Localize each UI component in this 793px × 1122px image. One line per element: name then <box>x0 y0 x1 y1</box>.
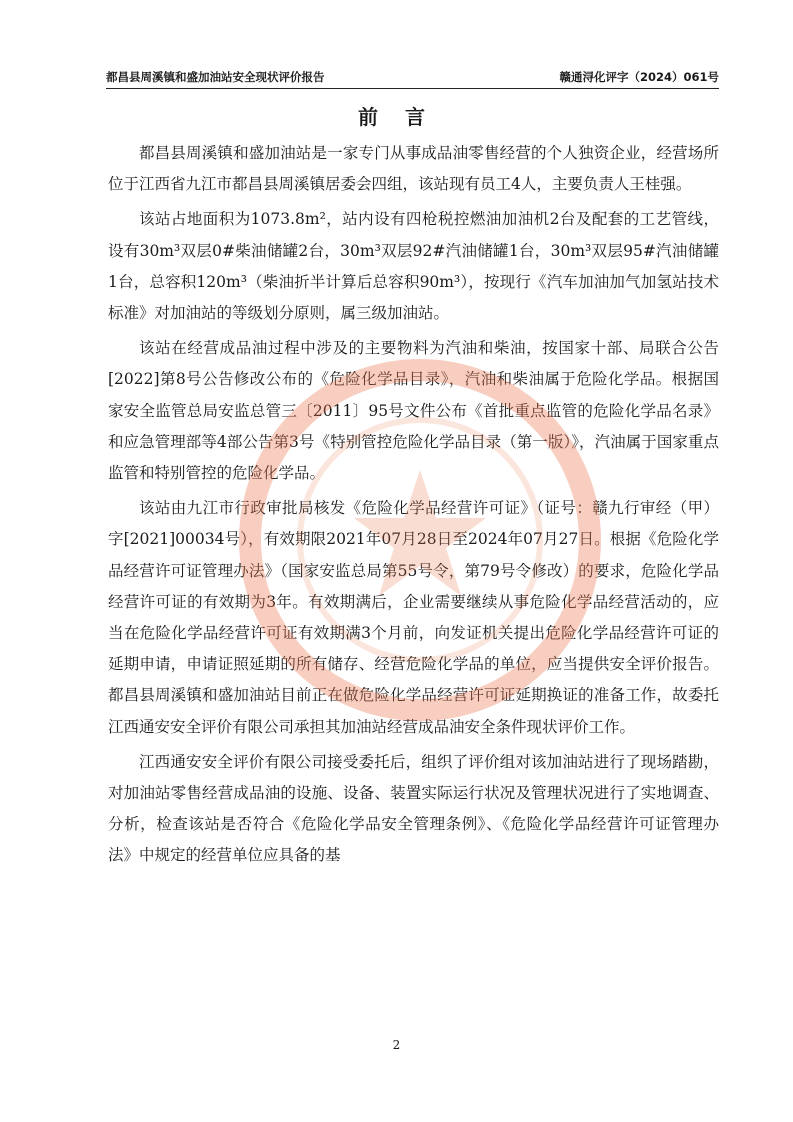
paragraph: 都昌县周溪镇和盛加油站是一家专门从事成品油零售经营的个人独资企业，经营场所位于江西省九江市都昌县周溪镇居委会四组，该站现有员工4人，主要负责人王桂强。 <box>108 144 719 194</box>
section-title: 前 言 <box>358 105 435 129</box>
document-body <box>108 138 719 872</box>
header-report-title: 都昌县周溪镇和盛加油站安全现状评价报告 <box>106 70 325 84</box>
paragraph: 该站占地面积为1073.8m²，站内设有四枪税控燃油加油机2台及配套的工艺管线，设有30m³双层0#柴油储罐2台，30m³双层92#汽油储罐1台，30m³双层95#汽油储罐1台，总容积120m³（柴油折半计算后总容积90m³），按现行《汽车加油加气加氢站技术标准》对加油站的等级划分原则，属三级加油站。 <box>108 210 719 323</box>
paragraph: 该站由九江市行政审批局核发《危险化学品经营许可证》（证号：赣九行审经（甲）字[2021]00034号），有效期限2021年07月28日至2024年07月27日。根据《危险化学品经营许可证管理办法》（国家安监总局第55号令，第79号令修改）的要求，危险化学品经营许可证的有效期为3年。有效期满后，企业需要继续从事危险化学品经营活动的，应当在危险化学品经营许可证有效期满3个月前，向发证机关提出危险化学品经营许可证的延期申请，申请证照延期的所有储存、经营危险化学品的单位，应当提供安全评价报告。都昌县周溪镇和盛加油站目前正在做危险化学品经营许可证延期换证的准备工作，故委托江西通安安全评价有限公司承担其加油站经营成品油安全条件现状评价工作。 <box>108 499 719 736</box>
paragraph: 该站在经营成品油过程中涉及的主要物料为汽油和柴油，按国家十部、局联合公告[2022]第8号公告修改公布的《危险化学品目录》，汽油和柴油属于危险化学品。根据国家安全监管总局安监总管三〔2011〕95号文件公布《首批重点监管的危险化学品名录》和应急管理部等4部公告第3号《特别管控危险化学品目录（第一版）》，汽油属于国家重点监管和特别管控的危险化学品。 <box>108 339 719 483</box>
paragraph: 江西通安安全评价有限公司接受委托后，组织了评价组对该加油站进行了现场踏勘，对加油站零售经营成品油的设施、设备、装置实际运行状况及管理状况进行了实地调查、分析，检查该站是否符合《危险化学品安全管理条例》、《危险化学品经营许可证管理办法》中规定的经营单位应具备的基 <box>108 752 719 865</box>
header-report-number: 赣通浔化评字（2024）061号 <box>559 70 719 84</box>
page-number: 2 <box>392 1038 401 1052</box>
page-header <box>106 66 719 89</box>
